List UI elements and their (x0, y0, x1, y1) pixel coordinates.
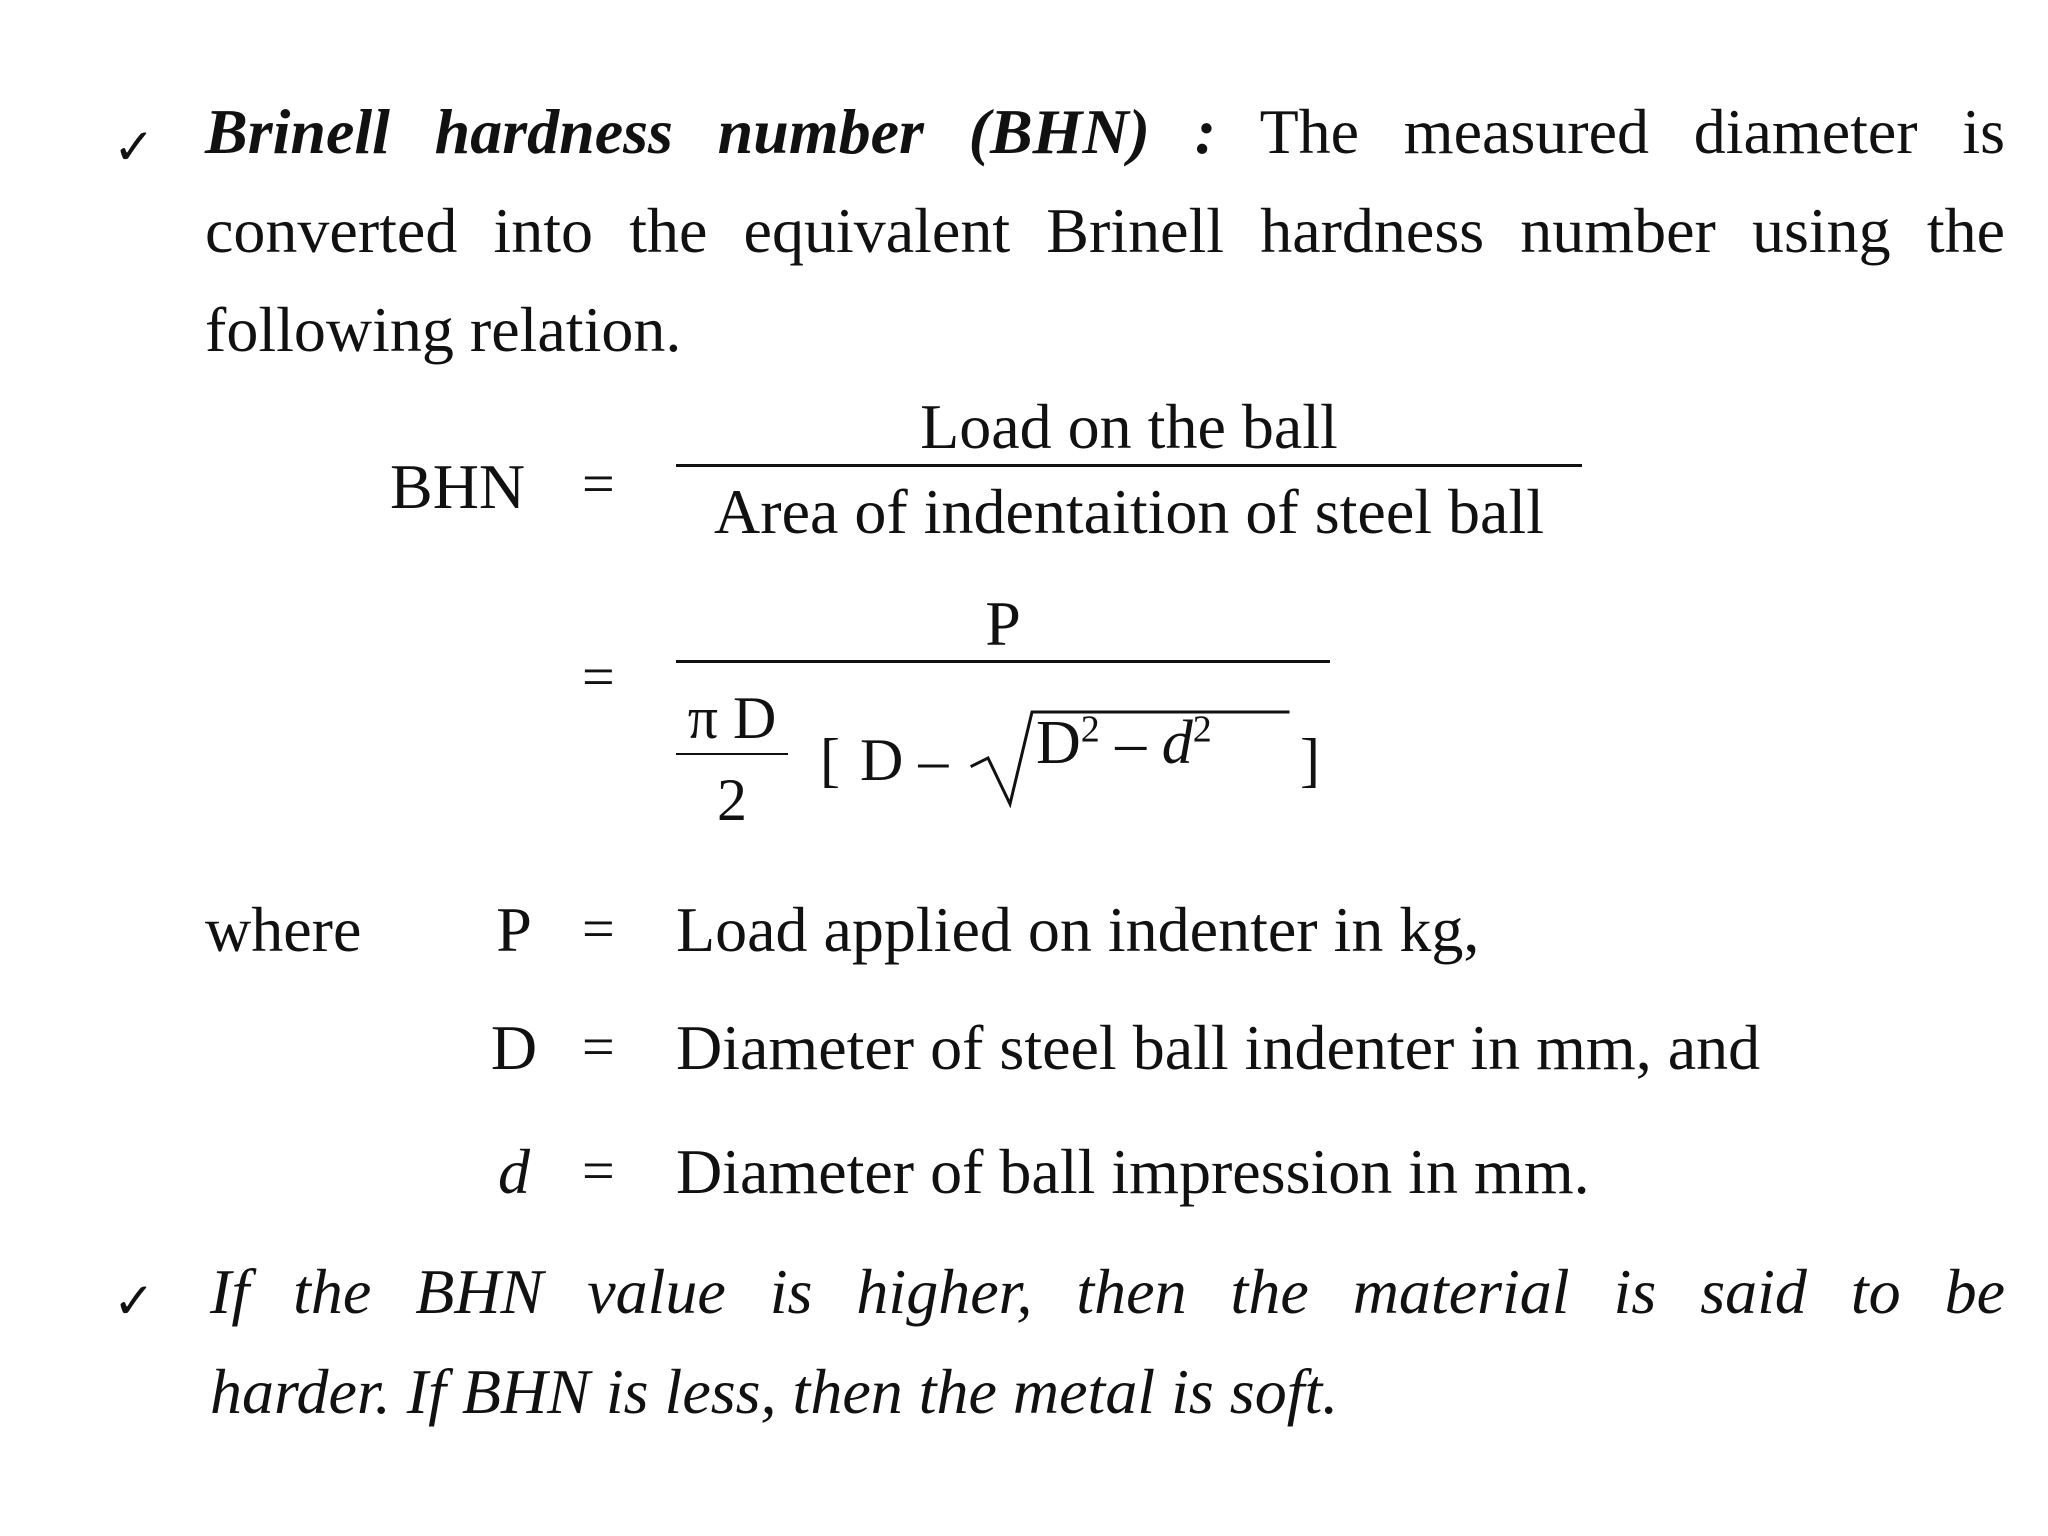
term-label: Brinell hardness number (BHN) : (205, 96, 1217, 167)
root-exponent-1: 2 (1080, 708, 1100, 751)
formula-equals-1: = (582, 451, 615, 516)
fraction-1-denominator: Area of indentaition of steel ball (714, 476, 1544, 547)
definition-equals-d-lower: = (582, 1138, 615, 1203)
close-bracket: ] (1300, 727, 1320, 793)
definition-equals-p: = (582, 896, 615, 961)
definition-text-d-lower: Diameter of ball impression in mm. (676, 1136, 1590, 1207)
check-mark-icon: ✓ (113, 1272, 155, 1330)
bullet-1-line-3: following relation. (205, 294, 682, 365)
definition-text-d-upper: Diameter of steel ball indenter in mm, and (676, 1012, 1761, 1083)
formula-lhs: BHN (390, 451, 526, 522)
formula-equals-2: = (582, 644, 615, 709)
bullet-1-line-1-text: The measured diameter is (1259, 96, 2006, 167)
definition-text-p: Load applied on indenter in kg, (676, 894, 1480, 965)
bullet-2-line-1: If the BHN value is higher, then the material is said to be (210, 1256, 2005, 1327)
definition-symbol-p: P (496, 894, 532, 965)
root-base-1: D (1036, 709, 1081, 777)
root-exponent-2: 2 (1192, 708, 1212, 751)
bullet-1-line-1 (205, 96, 2006, 167)
fraction-2-bar (676, 660, 1330, 663)
where-label: where (205, 894, 362, 965)
definition-symbol-d-lower: d (498, 1136, 530, 1207)
fraction-1-bar (676, 464, 1582, 467)
coefficient-denominator: 2 (717, 767, 747, 833)
coefficient-bar (676, 753, 788, 755)
fraction-2-numerator: P (985, 588, 1021, 659)
check-mark-icon: ✓ (113, 118, 155, 176)
bullet-1-line-2: converted into the equivalent Brinell hardness number using the (205, 195, 2005, 266)
coefficient-numerator: π D (687, 685, 777, 751)
fraction-1-numerator: Load on the ball (920, 391, 1338, 462)
definition-equals-d-upper: = (582, 1014, 615, 1079)
bullet-2-line-2: harder. If BHN is less, then the metal is soft. (210, 1356, 1339, 1427)
root-content (1036, 708, 1212, 777)
open-bracket: [ (820, 727, 840, 793)
definition-symbol-d-upper: D (490, 1012, 538, 1083)
root-minus: – (1115, 709, 1147, 777)
root-base-2: d (1161, 709, 1193, 777)
square-root-expression (970, 708, 1290, 808)
d-minus-term: D – (860, 727, 949, 793)
